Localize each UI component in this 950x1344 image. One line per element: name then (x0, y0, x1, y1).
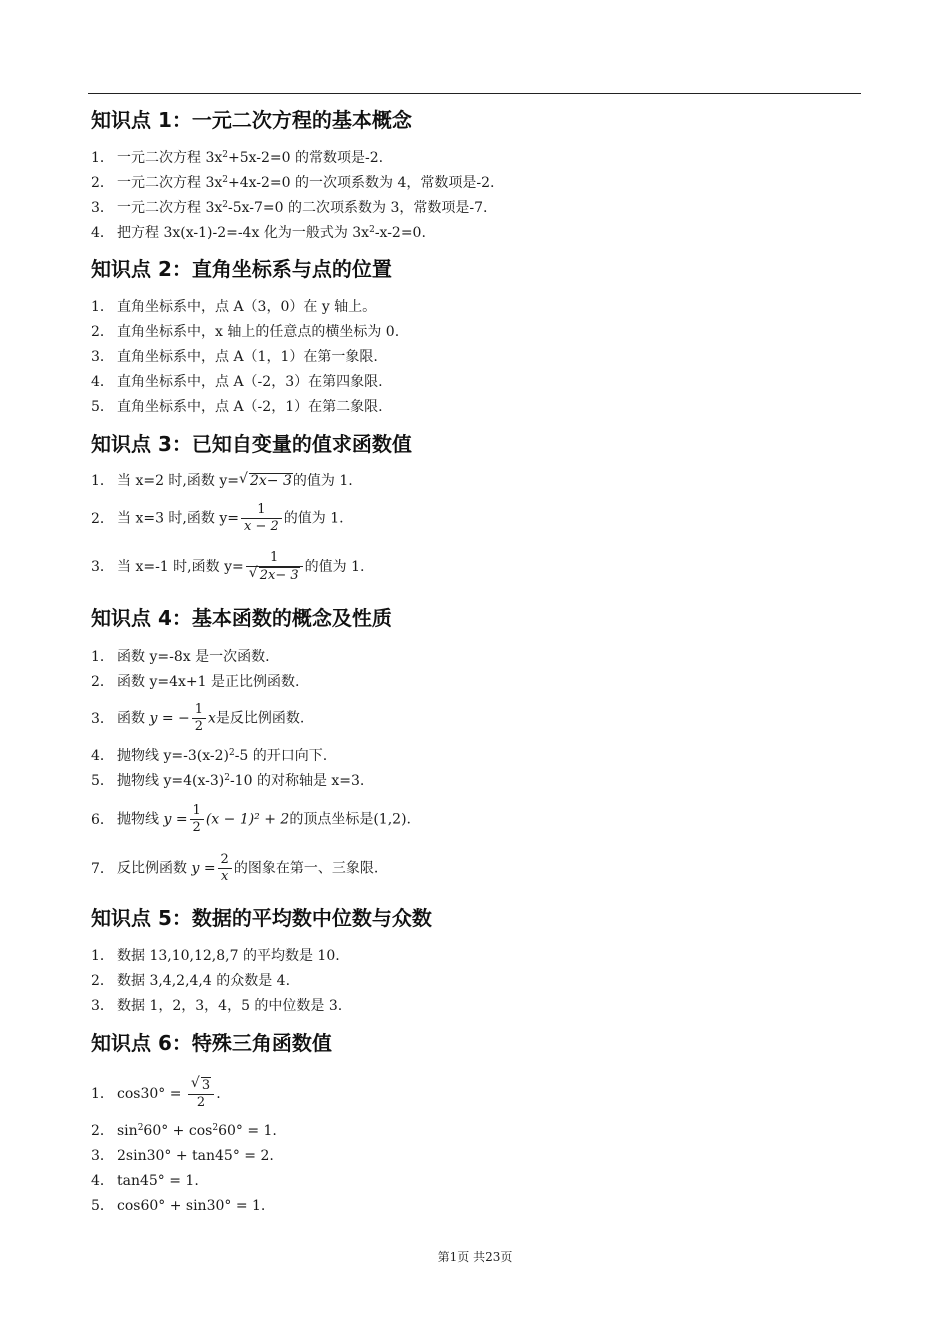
fraction: $\frac{2}{x}$ (218, 852, 232, 885)
section-title: 知识点 5：数据的平均数中位数与众数 (91, 906, 432, 930)
list-item: 7． 反比例函数 y = $\frac{2}{x}$ 的图象在第一、三象限. (91, 852, 379, 884)
list-item: 1． 直角坐标系中，点 A（3，0）在 y 轴上。 (91, 299, 377, 315)
list-item: 2． 直角坐标系中，x 轴上的任意点的横坐标为 0. (91, 324, 400, 340)
list-item: 3． 直角坐标系中，点 A（1，1）在第一象限. (91, 349, 378, 365)
sqrt-expression: √ 2x− 3 (240, 472, 293, 490)
section-title: 知识点 3：已知自变量的值求函数值 (91, 432, 412, 456)
list-item: 2． 数据 3,4,2,4,4 的众数是 4. (91, 973, 291, 989)
list-item: 6． 抛物线 y = $\frac{1}{2}$ (x − 1)² + 2的顶点坐标是(1,2). (91, 803, 411, 835)
list-item: 3． 函数 y = − $\frac{1}{2}$ x是反比例函数. (91, 702, 305, 734)
list-item: 2． $\sin^260^\circ + \cos^260^\circ = 1$. (91, 1123, 277, 1139)
list-item: 2． 当 x=3 时,函数 y= $\frac{1}{x - 2}$ 的值为 1. (91, 502, 344, 534)
list-item: 1． cos30° = √ $\frac{3}{2}$ . (91, 1077, 221, 1111)
list-item: 4． 直角坐标系中，点 A（-2，3）在第四象限. (91, 374, 383, 390)
fraction: 1 √ 2x− 3 (246, 550, 303, 584)
list-item: 5． cos60° + sin30° = 1. (91, 1198, 266, 1214)
list-item: 2． 函数 y=4x+1 是正比例函数. (91, 674, 300, 690)
section-title: 知识点 1：一元二次方程的基本概念 (91, 108, 412, 132)
fraction: √ $\frac{3}{2}$ (188, 1077, 214, 1111)
header-rule (88, 93, 861, 94)
section-title: 知识点 6：特殊三角函数值 (91, 1031, 332, 1055)
list-item: 1． 一元二次方程 $3x^2+5x-2=0$ 的常数项是-2. (91, 150, 384, 166)
fraction: $\frac{1}{2}$ (190, 803, 204, 836)
list-item: 1． 函数 y=-8x 是一次函数. (91, 649, 270, 665)
list-item: 3． 2sin30° + tan45° = 2. (91, 1148, 274, 1164)
list-item: 1． 当 x=2 时,函数 y=√ 2x− 3的值为 1. (91, 472, 353, 490)
list-item: 2． 一元二次方程 $3x^2+4x-2=0$ 的一次项系数为 4，常数项是-2. (91, 175, 495, 191)
page-footer: 第1页 共23页 (437, 1250, 513, 1264)
list-item: 5． 抛物线 $y=4(x-3)^2-10$ 的对称轴是 x=3. (91, 773, 365, 789)
list-item: 1． 数据 13,10,12,8,7 的平均数是 10. (91, 948, 340, 964)
list-item: 3． 一元二次方程 $3x^2-5x-7=0$ 的二次项系数为 3，常数项是-7. (91, 200, 488, 216)
section-title: 知识点 4：基本函数的概念及性质 (91, 606, 392, 630)
list-item: 3． 当 x=-1 时,函数 y= 1 √ 2x− 3 的值为 1. (91, 550, 364, 584)
list-item: 5． 直角坐标系中，点 A（-2，1）在第二象限. (91, 399, 383, 415)
section-title: 知识点 2：直角坐标系与点的位置 (91, 257, 392, 281)
list-item: 4． tan45° = 1. (91, 1173, 199, 1189)
list-item: 3． 数据 1，2，3，4，5 的中位数是 3. (91, 998, 343, 1014)
fraction: $\frac{1}{2}$ (192, 702, 206, 735)
list-item: 4． 抛物线 $y=-3(x-2)^2-5$ 的开口向下. (91, 748, 328, 764)
fraction: $\frac{1}{x - 2}$ (241, 502, 282, 535)
list-item: 4． 把方程 3x(x-1)-2=-4x 化为一般式为 $3x^2-x-2=0$. (91, 225, 426, 241)
